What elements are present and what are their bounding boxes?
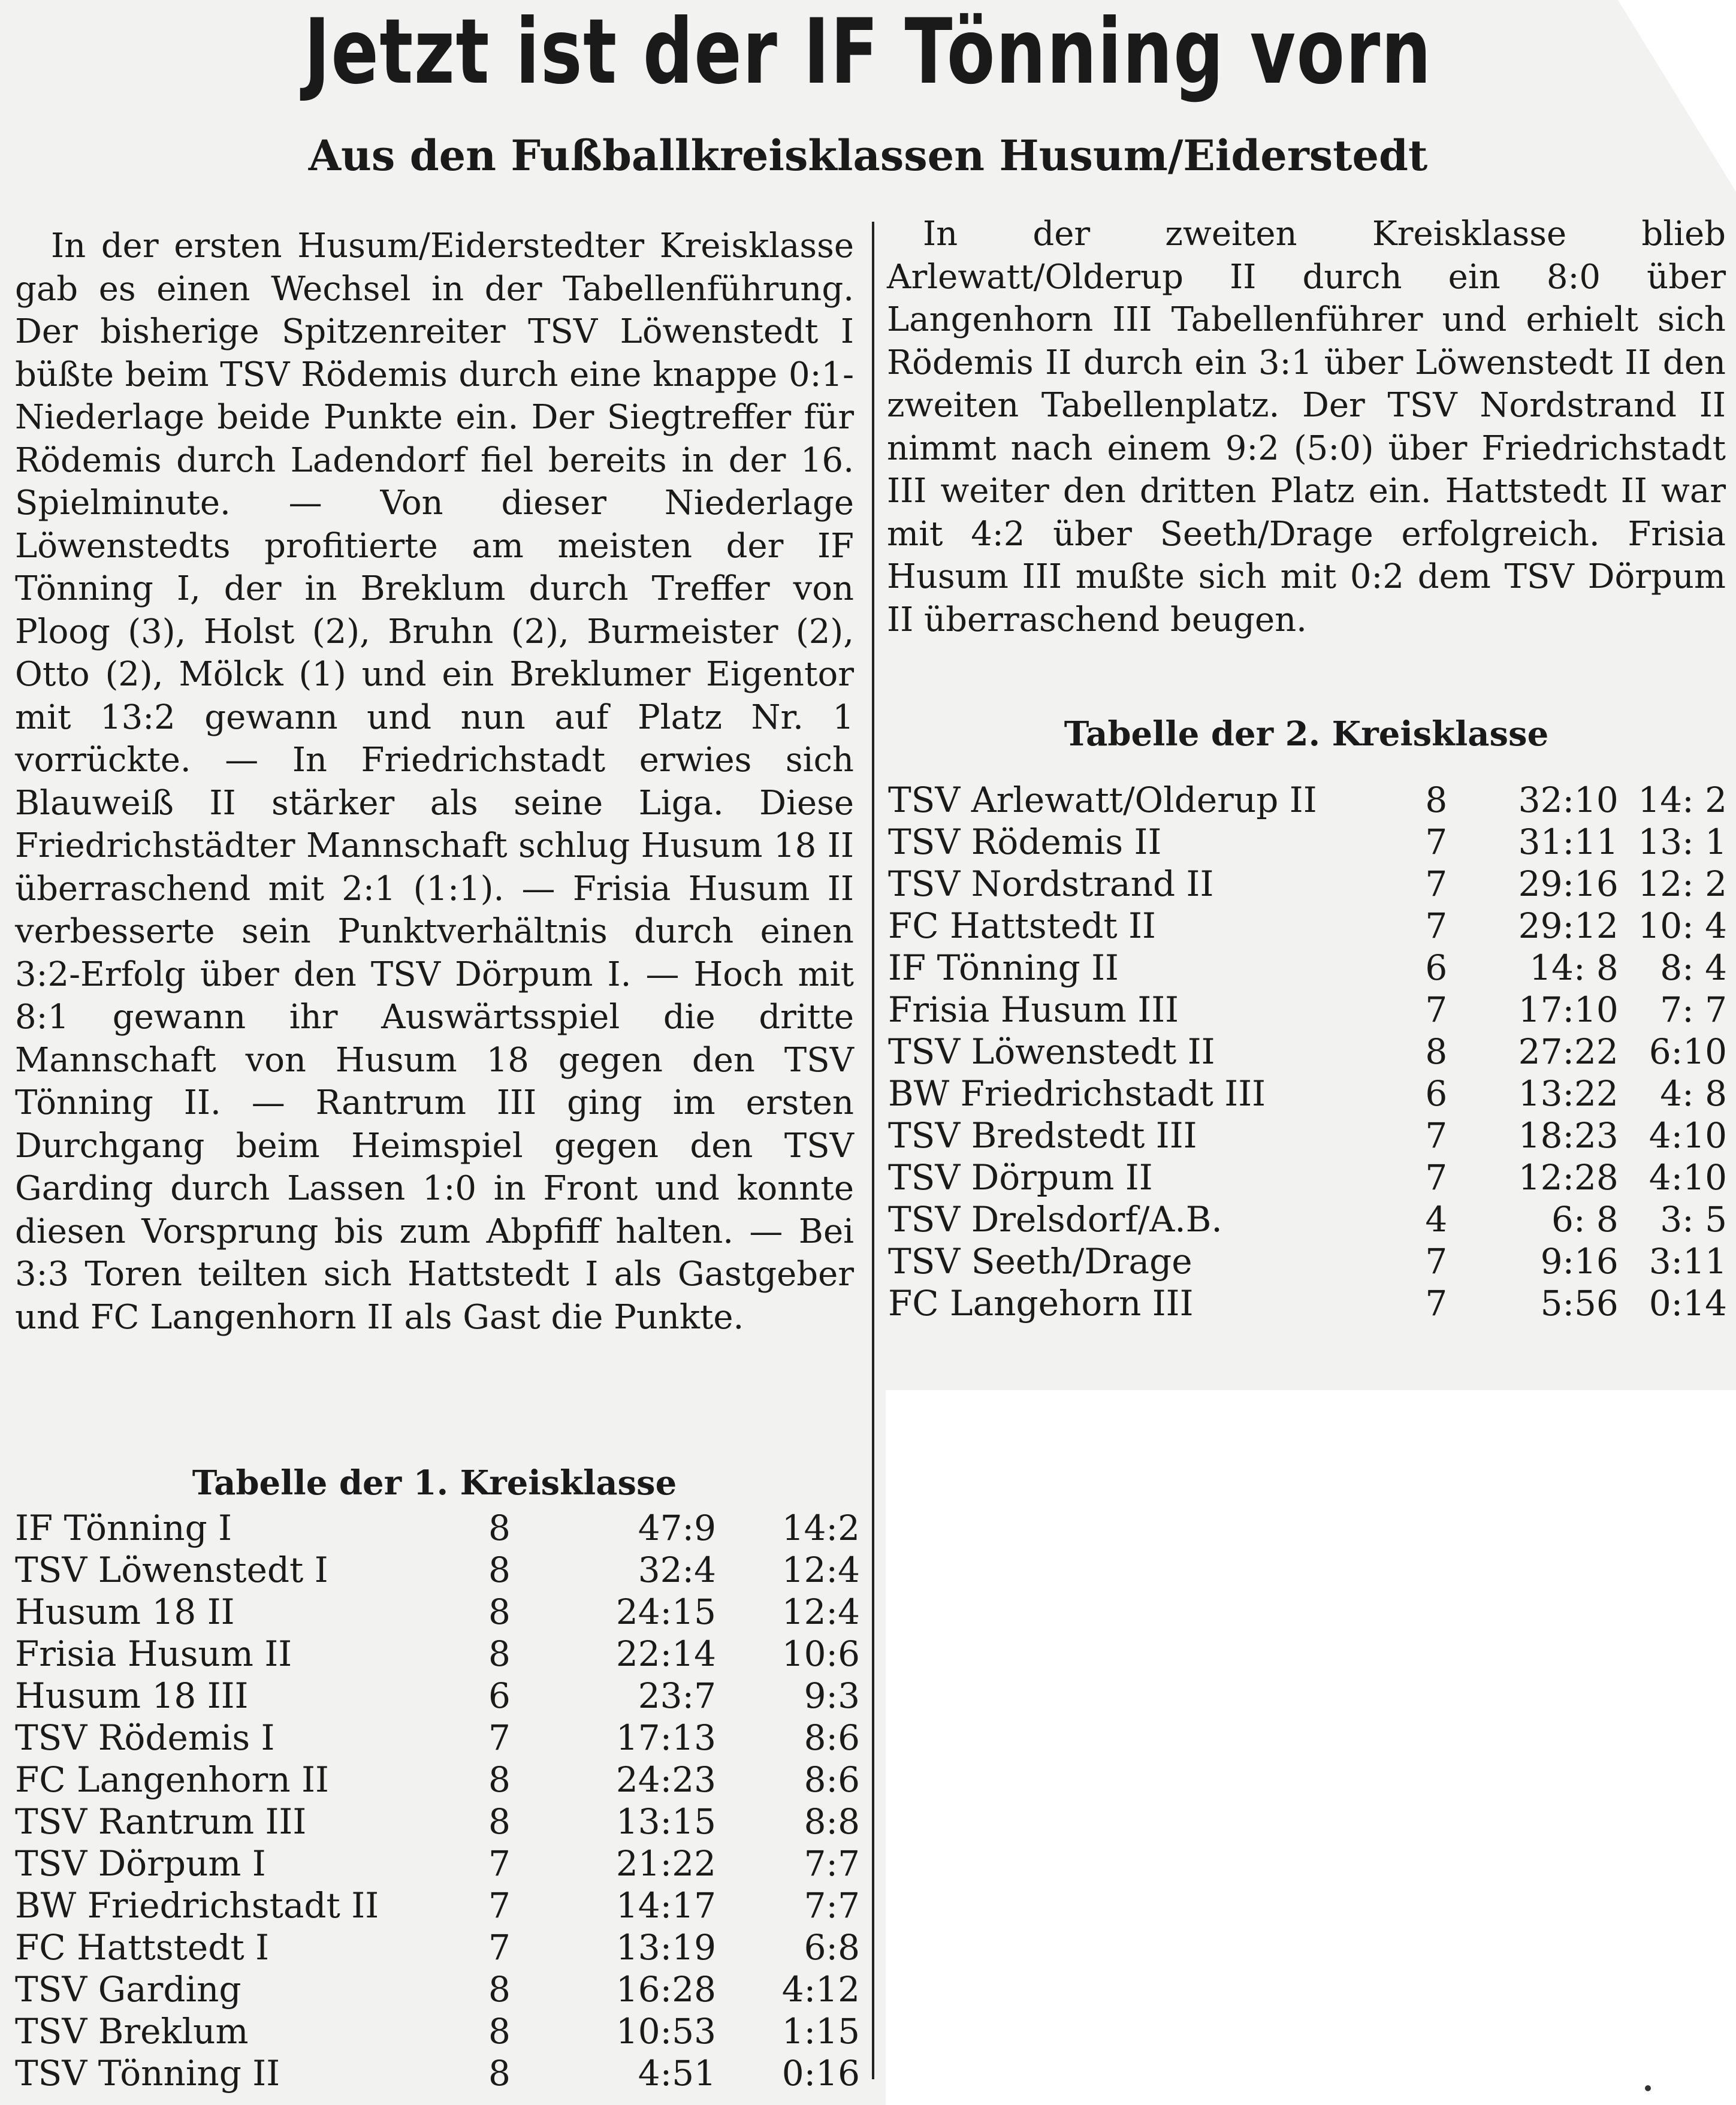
team-name: Frisia Husum II — [15, 1633, 292, 1674]
column-divider — [872, 222, 874, 2079]
goal-ratio: 22:14 — [615, 1633, 716, 1674]
games-played: 7 — [488, 1885, 511, 1926]
goal-ratio: 29:12 — [1518, 905, 1619, 946]
headline: Jetzt ist der IF Tönning vorn — [304, 0, 1432, 104]
right-column-text: In der zweiten Kreisklasse blieb Arlewatt/Olderup II durch ein 8:0 über Langenhorn III Tabellenführer und erhielt sich Rödemis II durch ein 3:1 über Löwenstedt II den zweiten Tabellenplatz. Der TSV Nordstrand II nimmt nach einem 9:2 (5:0) über Friedrichstadt III weiter den dritten Platz ein. Hattstedt II war mit 4:2 über Seeth/Drage erfolgreich. Frisia Husum III mußte sich mit 0:2 dem TSV Dörpum II überraschend beugen. — [887, 215, 1726, 639]
points: 4:12 — [781, 1969, 860, 2010]
points: 12:4 — [781, 1550, 860, 1590]
points: 12: 2 — [1638, 863, 1727, 904]
points: 7:7 — [804, 1843, 860, 1884]
games-played: 7 — [1425, 1283, 1448, 1324]
games-played: 7 — [488, 1927, 511, 1968]
points: 6:8 — [804, 1927, 860, 1968]
goal-ratio: 14:17 — [615, 1885, 716, 1926]
goal-ratio: 21:22 — [615, 1843, 716, 1884]
table-row — [15, 1884, 860, 1926]
games-played: 6 — [488, 1675, 511, 1716]
games-played: 8 — [1425, 780, 1448, 820]
table-row — [15, 1549, 860, 1591]
team-name: TSV Rödemis II — [888, 822, 1162, 862]
table-row — [888, 989, 1727, 1031]
table-row — [888, 821, 1727, 863]
goal-ratio: 29:16 — [1518, 863, 1619, 904]
points: 4: 8 — [1660, 1073, 1727, 1114]
points: 8: 4 — [1660, 947, 1727, 988]
subheadline: Aus den Fußballkreisklassen Husum/Eiderstedt — [308, 131, 1428, 180]
table1 — [15, 1507, 860, 2094]
table-row — [888, 779, 1727, 821]
goal-ratio: 17:13 — [615, 1717, 716, 1758]
table-row — [888, 1115, 1727, 1156]
goal-ratio: 16:28 — [615, 1969, 716, 2010]
points: 12:4 — [781, 1591, 860, 1632]
right-column — [887, 213, 1726, 641]
points: 6:10 — [1649, 1031, 1727, 1072]
games-played: 6 — [1425, 947, 1448, 988]
points: 10: 4 — [1638, 905, 1727, 946]
games-played: 8 — [488, 1633, 511, 1674]
goal-ratio: 32:10 — [1518, 780, 1619, 820]
games-played: 7 — [1425, 822, 1448, 862]
team-name: TSV Löwenstedt II — [888, 1031, 1215, 1072]
table-row — [15, 1675, 860, 1717]
table-row — [15, 2052, 860, 2094]
goal-ratio: 4:51 — [638, 2053, 716, 2094]
points: 14:2 — [781, 1508, 860, 1548]
left-column — [15, 225, 854, 1339]
team-name: BW Friedrichstadt III — [888, 1073, 1266, 1114]
games-played: 4 — [1425, 1199, 1448, 1240]
goal-ratio: 14: 8 — [1529, 947, 1619, 988]
table-row — [888, 1240, 1727, 1282]
team-name: TSV Löwenstedt I — [15, 1550, 328, 1590]
goal-ratio: 27:22 — [1518, 1031, 1619, 1072]
points: 4:10 — [1649, 1115, 1727, 1156]
team-name: IF Tönning I — [15, 1508, 233, 1548]
games-played: 7 — [1425, 905, 1448, 946]
games-played: 7 — [1425, 863, 1448, 904]
team-name: TSV Breklum — [15, 2011, 249, 2052]
points: 7: 7 — [1660, 989, 1727, 1030]
team-name: Frisia Husum III — [888, 989, 1179, 1030]
team-name: FC Langenhorn II — [15, 1759, 329, 1800]
table-row — [15, 1717, 860, 1759]
team-name: TSV Dörpum I — [15, 1843, 266, 1884]
left-column-text: In der ersten Husum/Eiderstedter Kreisklasse gab es einen Wechsel in der Tabellenführung. Der bisherige Spitzenreiter TSV Löwenstedt I büßte beim TSV Rödemis durch eine knappe 0:1-Niederlage beide Punkte ein. Der Siegtreffer für Rödemis durch Ladendorf fiel bereits in der 16. Spielminute. — Von dieser Niederlage Löwenstedts profitierte am meisten der IF Tönning I, der in Breklum durch Treffer von Ploog (3), Holst (2), Bruhn (2), Burmeister (2), Otto (2), Mölck (1) und ein Breklumer Eigentor mit 13:2 gewann und nun auf Platz Nr. 1 vorrückte. — In Friedrichstadt erwies sich Blauweiß II stärker als seine Liga. Diese Friedrichstädter Mannschaft schlug Husum 18 II überraschend mit 2:1 (1:1). — Frisia Husum II verbesserte sein Punktverhältnis durch einen 3:2-Erfolg über den TSV Dörpum I. — Hoch mit 8:1 gewann ihr Auswärtsspiel die dritte Mannschaft von Husum 18 gegen den TSV Tönning II. — Rantrum III ging im ersten Durchgang beim Heimspiel gegen den TSV Garding durch Lassen 1:0 in Front und konnte diesen Vorsprung bis zum Abpfiff halten. — Bei 3:3 Toren teilten sich Hattstedt I als Gastgeber und FC Langenhorn II als Gast die Punkte. — [15, 226, 854, 1337]
team-name: TSV Seeth/Drage — [888, 1241, 1192, 1282]
points: 4:10 — [1649, 1157, 1727, 1198]
points: 1:15 — [781, 2011, 860, 2052]
table-row — [888, 1282, 1727, 1324]
table-row — [15, 2010, 860, 2052]
table2-title: Tabelle der 2. Kreisklasse — [1064, 714, 1549, 754]
games-played: 8 — [488, 1508, 511, 1548]
team-name: TSV Drelsdorf/A.B. — [888, 1199, 1222, 1240]
table-row — [888, 905, 1727, 947]
goal-ratio: 13:15 — [615, 1801, 716, 1842]
table-row — [888, 947, 1727, 989]
goal-ratio: 9:16 — [1540, 1241, 1619, 1282]
games-played: 8 — [488, 1591, 511, 1632]
team-name: FC Hattstedt II — [888, 905, 1156, 946]
goal-ratio: 5:56 — [1540, 1283, 1619, 1324]
print-speck — [1645, 2085, 1651, 2091]
team-name: TSV Rödemis I — [15, 1717, 275, 1758]
goal-ratio: 13:19 — [615, 1927, 716, 1968]
team-name: TSV Arlewatt/Olderup II — [888, 780, 1317, 820]
games-played: 6 — [1425, 1073, 1448, 1114]
team-name: FC Langehorn III — [888, 1283, 1194, 1324]
games-played: 8 — [488, 1550, 511, 1590]
table-row — [888, 1198, 1727, 1240]
goal-ratio: 23:7 — [638, 1675, 716, 1716]
table-row — [15, 1968, 860, 2010]
points: 3:11 — [1649, 1241, 1727, 1282]
goal-ratio: 17:10 — [1518, 989, 1619, 1030]
table-row — [15, 1507, 860, 1549]
team-name: TSV Nordstrand II — [888, 863, 1214, 904]
team-name: TSV Tönning II — [15, 2053, 280, 2094]
games-played: 8 — [488, 2053, 511, 2094]
games-played: 8 — [488, 1969, 511, 2010]
points: 8:6 — [804, 1717, 860, 1758]
goal-ratio: 32:4 — [638, 1550, 716, 1590]
games-played: 7 — [1425, 1115, 1448, 1156]
team-name: BW Friedrichstadt II — [15, 1885, 379, 1926]
games-played: 8 — [488, 1759, 511, 1800]
goal-ratio: 18:23 — [1518, 1115, 1619, 1156]
games-played: 7 — [488, 1717, 511, 1758]
table-row — [15, 1926, 860, 1968]
points: 0:14 — [1649, 1283, 1727, 1324]
team-name: TSV Garding — [15, 1969, 241, 2010]
games-played: 8 — [488, 1801, 511, 1842]
points: 8:8 — [804, 1801, 860, 1842]
table-row — [15, 1759, 860, 1801]
goal-ratio: 47:9 — [638, 1508, 716, 1548]
team-name: Husum 18 III — [15, 1675, 249, 1716]
goal-ratio: 6: 8 — [1551, 1199, 1619, 1240]
points: 10:6 — [781, 1633, 860, 1674]
table-row — [888, 1073, 1727, 1115]
goal-ratio: 10:53 — [615, 2011, 716, 2052]
table-row — [15, 1843, 860, 1884]
goal-ratio: 12:28 — [1518, 1157, 1619, 1198]
table-row — [888, 863, 1727, 905]
team-name: IF Tönning II — [888, 947, 1119, 988]
team-name: TSV Dörpum II — [888, 1157, 1153, 1198]
table-row — [888, 1031, 1727, 1073]
games-played: 7 — [1425, 1157, 1448, 1198]
table2 — [888, 779, 1727, 1324]
table-row — [15, 1801, 860, 1843]
table1-title: Tabelle der 1. Kreisklasse — [192, 1463, 677, 1503]
goal-ratio: 24:15 — [615, 1591, 716, 1632]
points: 13: 1 — [1638, 822, 1727, 862]
goal-ratio: 24:23 — [615, 1759, 716, 1800]
team-name: TSV Rantrum III — [15, 1801, 307, 1842]
points: 7:7 — [804, 1885, 860, 1926]
games-played: 7 — [1425, 1241, 1448, 1282]
points: 9:3 — [804, 1675, 860, 1716]
team-name: Husum 18 II — [15, 1591, 235, 1632]
team-name: TSV Bredstedt III — [888, 1115, 1197, 1156]
goal-ratio: 13:22 — [1518, 1073, 1619, 1114]
games-played: 7 — [1425, 989, 1448, 1030]
table-row — [888, 1156, 1727, 1198]
games-played: 7 — [488, 1843, 511, 1884]
points: 14: 2 — [1638, 780, 1727, 820]
goal-ratio: 31:11 — [1518, 822, 1619, 862]
games-played: 8 — [488, 2011, 511, 2052]
points: 8:6 — [804, 1759, 860, 1800]
games-played: 8 — [1425, 1031, 1448, 1072]
table-row — [15, 1591, 860, 1633]
points: 0:16 — [781, 2053, 860, 2094]
table-row — [15, 1633, 860, 1675]
points: 3: 5 — [1660, 1199, 1727, 1240]
team-name: FC Hattstedt I — [15, 1927, 270, 1968]
